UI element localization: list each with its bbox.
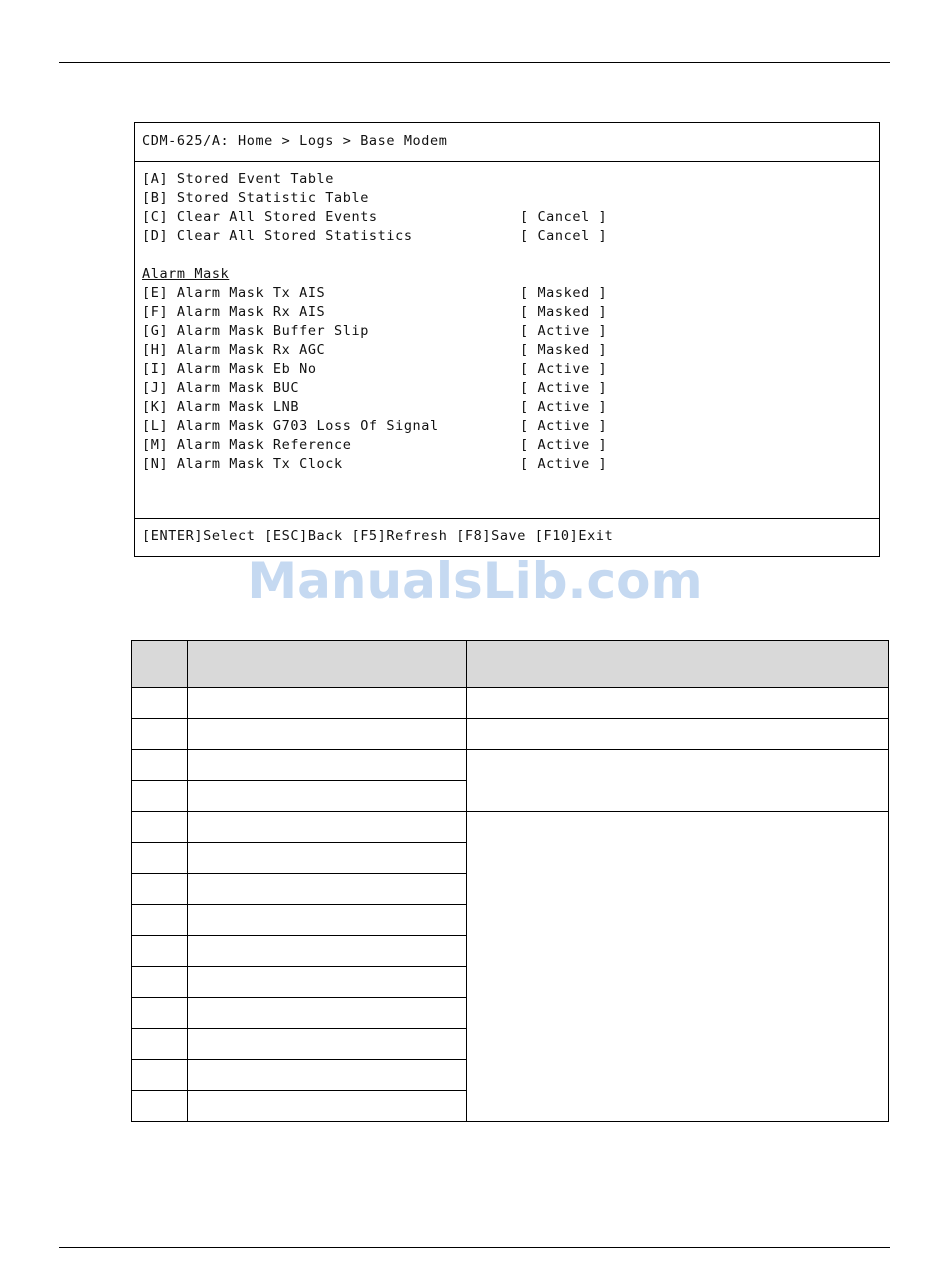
table-cell bbox=[188, 1029, 467, 1060]
table-cell bbox=[188, 967, 467, 998]
reference-table bbox=[131, 640, 889, 1122]
menu-item-label: [C] Clear All Stored Events bbox=[142, 209, 378, 225]
menu-item-stored-statistic-table[interactable] bbox=[142, 189, 369, 208]
alarm-item-g703-los[interactable] bbox=[142, 417, 608, 436]
table-cell bbox=[467, 719, 889, 750]
table-header-row bbox=[132, 641, 889, 688]
alarm-item-label: [I] Alarm Mask Eb No bbox=[142, 361, 317, 377]
table-cell bbox=[188, 874, 467, 905]
alarm-item-value: [ Active ] bbox=[520, 323, 608, 339]
table-cell bbox=[132, 688, 188, 719]
table-cell bbox=[132, 812, 188, 843]
table-cell bbox=[467, 812, 889, 1122]
table-cell bbox=[132, 781, 188, 812]
table-cell bbox=[132, 998, 188, 1029]
alarm-item-value: [ Active ] bbox=[520, 437, 608, 453]
table-cell bbox=[132, 1029, 188, 1060]
table-cell bbox=[188, 843, 467, 874]
table-row bbox=[132, 812, 889, 843]
alarm-item-buc[interactable] bbox=[142, 379, 608, 398]
table-cell bbox=[188, 812, 467, 843]
table-cell bbox=[132, 750, 188, 781]
table-cell bbox=[188, 688, 467, 719]
alarm-item-label: [J] Alarm Mask BUC bbox=[142, 380, 300, 396]
bottom-rule bbox=[59, 1247, 890, 1248]
alarm-item-label: [N] Alarm Mask Tx Clock bbox=[142, 456, 343, 472]
table-cell bbox=[467, 750, 889, 812]
alarm-item-label: [E] Alarm Mask Tx AIS bbox=[142, 285, 326, 301]
table-cell bbox=[132, 967, 188, 998]
alarm-item-label: [G] Alarm Mask Buffer Slip bbox=[142, 323, 369, 339]
table-cell bbox=[188, 998, 467, 1029]
table-cell bbox=[188, 936, 467, 967]
terminal-window bbox=[134, 122, 880, 557]
menu-item-clear-statistics[interactable] bbox=[142, 227, 608, 246]
alarm-item-buffer-slip[interactable] bbox=[142, 322, 608, 341]
table-cell bbox=[188, 719, 467, 750]
alarm-item-value: [ Active ] bbox=[520, 399, 608, 415]
table-cell bbox=[132, 719, 188, 750]
menu-item-stored-event-table[interactable] bbox=[142, 170, 334, 189]
alarm-item-value: [ Masked ] bbox=[520, 342, 608, 358]
alarm-item-label: [F] Alarm Mask Rx AIS bbox=[142, 304, 326, 320]
table-cell bbox=[132, 1091, 188, 1122]
alarm-item-rx-agc[interactable] bbox=[142, 341, 608, 360]
terminal-header bbox=[135, 123, 879, 162]
menu-item-clear-events[interactable] bbox=[142, 208, 608, 227]
table-row bbox=[132, 719, 889, 750]
alarm-item-value: [ Active ] bbox=[520, 380, 608, 396]
table-cell bbox=[188, 1060, 467, 1091]
alarm-item-value: [ Masked ] bbox=[520, 304, 608, 320]
menu-item-label: [D] Clear All Stored Statistics bbox=[142, 228, 413, 244]
menu-item-label: [A] Stored Event Table bbox=[142, 171, 335, 187]
alarm-item-reference[interactable] bbox=[142, 436, 608, 455]
table-cell bbox=[188, 781, 467, 812]
alarm-item-value: [ Active ] bbox=[520, 361, 608, 377]
alarm-item-value: [ Masked ] bbox=[520, 285, 608, 301]
key-hints: [ENTER]Select [ESC]Back [F5]Refresh [F8]Save [F10]Exit bbox=[142, 528, 614, 544]
menu-item-value: [ Cancel ] bbox=[520, 209, 608, 225]
menu-item-label: [B] Stored Statistic Table bbox=[142, 190, 369, 206]
table-header-cell bbox=[467, 641, 889, 688]
alarm-item-tx-ais[interactable] bbox=[142, 284, 608, 303]
table-cell bbox=[188, 1091, 467, 1122]
table-cell bbox=[132, 843, 188, 874]
alarm-item-lnb[interactable] bbox=[142, 398, 608, 417]
table-cell bbox=[132, 905, 188, 936]
alarm-item-eb-no[interactable] bbox=[142, 360, 608, 379]
alarm-item-label: [M] Alarm Mask Reference bbox=[142, 437, 352, 453]
table-row bbox=[132, 688, 889, 719]
table-cell bbox=[132, 936, 188, 967]
table-cell bbox=[132, 874, 188, 905]
alarm-item-rx-ais[interactable] bbox=[142, 303, 608, 322]
table-row bbox=[132, 750, 889, 781]
table-cell bbox=[467, 688, 889, 719]
breadcrumb: CDM-625/A: Home > Logs > Base Modem bbox=[142, 133, 448, 149]
alarm-item-value: [ Active ] bbox=[520, 418, 608, 434]
alarm-item-value: [ Active ] bbox=[520, 456, 608, 472]
alarm-item-label: [H] Alarm Mask Rx AGC bbox=[142, 342, 326, 358]
menu-item-value: [ Cancel ] bbox=[520, 228, 608, 244]
alarm-mask-heading: Alarm Mask bbox=[142, 266, 230, 282]
table-header-cell bbox=[132, 641, 188, 688]
table-cell bbox=[188, 905, 467, 936]
table-header-cell bbox=[188, 641, 467, 688]
top-rule bbox=[59, 62, 890, 63]
table-cell bbox=[188, 750, 467, 781]
alarm-item-tx-clock[interactable] bbox=[142, 455, 608, 474]
alarm-item-label: [K] Alarm Mask LNB bbox=[142, 399, 300, 415]
alarm-item-label: [L] Alarm Mask G703 Loss Of Signal bbox=[142, 418, 439, 434]
terminal-footer bbox=[135, 518, 879, 556]
watermark: ManualsLib.com bbox=[247, 552, 703, 610]
table-cell bbox=[132, 1060, 188, 1091]
